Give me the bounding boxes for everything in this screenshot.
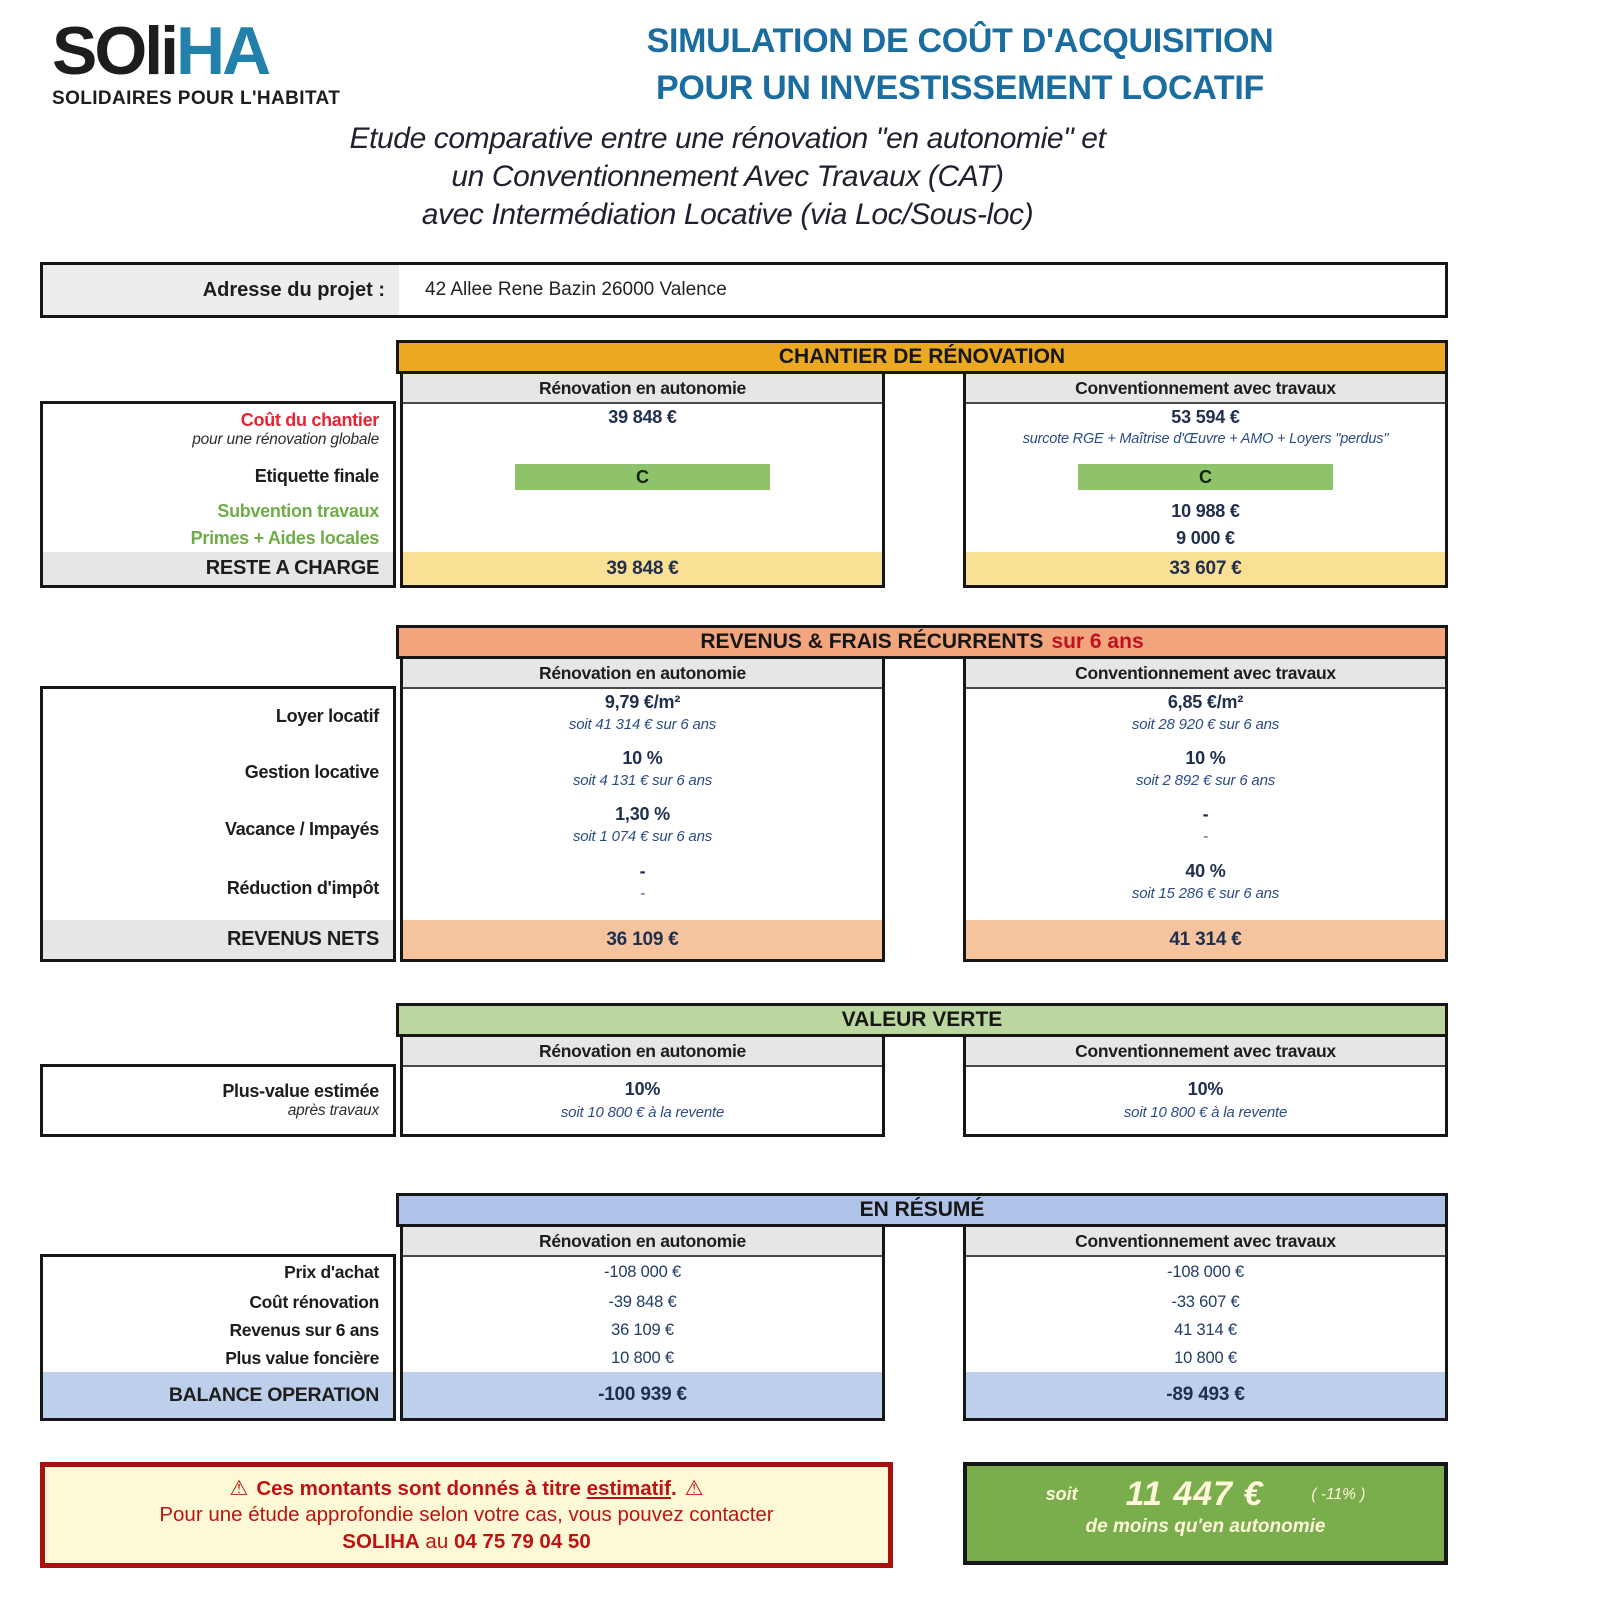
label-revenus-nets: REVENUS NETS <box>43 920 393 959</box>
label-subvention-travaux: Subvention travaux <box>217 501 379 522</box>
logo-text-blue: HA <box>176 13 269 89</box>
page-subtitle <box>30 120 1425 233</box>
cell-revenus-nets-cat: 41 314 € <box>966 920 1445 959</box>
cell-prix-achat-cat: -108 000 € <box>1167 1263 1244 1281</box>
label-loyer-locatif: Loyer locatif <box>275 706 379 727</box>
cell-subvention-autonomie-empty <box>403 498 882 526</box>
label-gestion-locative: Gestion locative <box>244 762 379 783</box>
cell-plus-value-fonciere-cat: 10 800 € <box>1174 1348 1237 1367</box>
revenus-label-box <box>40 686 396 962</box>
section-resume <box>40 1193 1448 1421</box>
resume-label-box <box>40 1254 396 1421</box>
column-header-left: Rénovation en autonomie <box>403 1227 882 1257</box>
page-title-line1: SIMULATION DE COÛT D'ACQUISITION <box>646 22 1274 60</box>
cell-plus-value-cat: 10% soit 10 800 € à la revente <box>1123 1078 1288 1121</box>
label-reduction-impot: Réduction d'impôt <box>226 878 379 899</box>
valeur-verte-column-conventionnement <box>963 1034 1448 1137</box>
subtitle-line2: un Conventionnement Avec Travaux (CAT) <box>451 159 1004 193</box>
logo-tagline: SOLIDAIRES POUR L'HABITAT <box>52 88 341 110</box>
cell-balance-cat: -89 493 € <box>966 1372 1445 1418</box>
disclaimer-line1: ⚠ Ces montants sont donnés à titre estimatif. ⚠ <box>229 1476 704 1500</box>
revenus-column-conventionnement <box>963 656 1448 962</box>
cell-reste-autonomie: 39 848 € <box>403 552 882 585</box>
label-cout-du-chantier: Coût du chantier pour une rénovation globale <box>192 410 379 449</box>
cell-reduction-autonomie: - - <box>639 861 646 902</box>
section-revenus-title <box>396 625 1448 659</box>
section-valeur-verte-title-text: VALEUR VERTE <box>841 1008 1003 1031</box>
project-address-label: Adresse du projet : <box>43 265 399 315</box>
cell-loyer-cat: 6,85 €/m² soit 28 920 € sur 6 ans <box>1131 692 1280 733</box>
savings-percent: ( -11% ) <box>1311 1485 1366 1503</box>
energy-label-bar: C <box>515 464 770 490</box>
cell-primes-autonomie-empty <box>403 526 882 552</box>
column-header-left: Rénovation en autonomie <box>403 374 882 404</box>
subtitle-line1: Etude comparative entre une rénovation "en autonomie" et <box>349 122 1106 155</box>
valeur-verte-label-box <box>40 1064 396 1137</box>
chantier-column-conventionnement <box>963 371 1448 588</box>
cell-prix-achat-autonomie: -108 000 € <box>604 1263 681 1281</box>
disclaimer-box <box>40 1462 893 1568</box>
disclaimer-line2: Pour une étude approfondie selon votre cas, vous pouvez contacter <box>159 1503 774 1527</box>
subtitle-line3: avec Intermédiation Locative (via Loc/Sous-loc) <box>421 197 1034 231</box>
label-etiquette-finale: Etiquette finale <box>254 466 379 487</box>
cell-etiquette-cat <box>966 456 1445 498</box>
section-revenus-title-suffix: sur 6 ans <box>1051 630 1144 653</box>
label-plus-value-estimee: Plus-value estimée après travaux <box>222 1080 379 1119</box>
logo-wordmark <box>52 13 452 89</box>
label-primes-aides: Primes + Aides locales <box>190 528 379 549</box>
savings-prefix: soit <box>1045 1484 1078 1504</box>
section-resume-title <box>396 1193 1448 1227</box>
page-title-line2: POUR UN INVESTISSEMENT LOCATIF <box>655 68 1265 107</box>
cell-subvention-cat: 10 988 € <box>1171 501 1240 522</box>
cell-vacance-autonomie: 1,30 % soit 1 074 € sur 6 ans <box>572 804 713 845</box>
savings-line2: de moins qu'en autonomie <box>1085 1516 1326 1537</box>
savings-amount: 11 447 € <box>1125 1475 1264 1513</box>
page-title <box>555 18 1365 112</box>
section-resume-title-text: EN RÉSUMÉ <box>859 1198 985 1221</box>
disclaimer-line3: SOLIHA au 04 75 79 04 50 <box>342 1529 591 1553</box>
savings-box <box>963 1462 1448 1565</box>
revenus-column-autonomie <box>400 656 885 962</box>
label-reste-a-charge: RESTE A CHARGE <box>43 552 393 585</box>
cell-plus-value-autonomie: 10% soit 10 800 € à la revente <box>560 1078 725 1121</box>
column-header-left: Rénovation en autonomie <box>403 659 882 689</box>
cell-loyer-autonomie: 9,79 €/m² soit 41 314 € sur 6 ans <box>568 692 717 733</box>
section-valeur-verte <box>40 1003 1448 1137</box>
energy-label-bar: C <box>1078 464 1333 490</box>
label-prix-achat: Prix d'achat <box>284 1262 379 1283</box>
section-revenus <box>40 625 1448 962</box>
cell-cout-renovation-cat: -33 607 € <box>1171 1292 1240 1311</box>
resume-column-autonomie <box>400 1224 885 1421</box>
cell-cout-renovation-autonomie: -39 848 € <box>608 1292 677 1311</box>
cell-gestion-autonomie: 10 % soit 4 131 € sur 6 ans <box>572 748 713 789</box>
cell-reste-cat: 33 607 € <box>966 552 1445 585</box>
section-chantier-title <box>396 340 1448 374</box>
cell-cout-autonomie: 39 848 € <box>608 407 677 427</box>
cell-plus-value-fonciere-autonomie: 10 800 € <box>611 1348 674 1367</box>
label-balance-operation: BALANCE OPERATION <box>43 1372 393 1418</box>
label-revenus-6-ans: Revenus sur 6 ans <box>229 1319 379 1340</box>
savings-line1 <box>967 1475 1444 1514</box>
cell-balance-autonomie: -100 939 € <box>403 1372 882 1418</box>
cell-revenus-6ans-autonomie: 36 109 € <box>611 1320 674 1339</box>
valeur-verte-column-autonomie <box>400 1034 885 1137</box>
project-address-row <box>40 262 1448 318</box>
soliha-logo <box>52 13 452 110</box>
label-plus-value-fonciere: Plus value foncière <box>225 1347 379 1368</box>
chantier-label-box <box>40 401 396 588</box>
section-revenus-title-text: REVENUS & FRAIS RÉCURRENTS <box>700 630 1044 653</box>
resume-column-conventionnement <box>963 1224 1448 1421</box>
disclaimer-phone: 04 75 79 04 50 <box>453 1529 591 1553</box>
warning-icon: ⚠ <box>229 1476 249 1500</box>
label-cout-renovation: Coût rénovation <box>249 1291 379 1312</box>
column-header-right: Conventionnement avec travaux <box>966 659 1445 689</box>
column-header-right: Conventionnement avec travaux <box>966 1037 1445 1067</box>
bottom-row <box>40 1462 1448 1568</box>
cell-vacance-cat: - - <box>1202 804 1209 845</box>
section-valeur-verte-title <box>396 1003 1448 1037</box>
cell-cout-cat: 53 594 € surcote RGE + Maîtrise d'Œuvre + AMO + Loyers "perdus" <box>1022 407 1389 447</box>
cell-etiquette-autonomie <box>403 456 882 498</box>
cell-primes-cat: 9 000 € <box>1176 528 1235 549</box>
cell-revenus-nets-autonomie: 36 109 € <box>403 920 882 959</box>
label-vacance-impayes: Vacance / Impayés <box>224 818 379 839</box>
column-header-left: Rénovation en autonomie <box>403 1037 882 1067</box>
column-header-right: Conventionnement avec travaux <box>966 374 1445 404</box>
section-chantier <box>40 340 1448 588</box>
cell-revenus-6ans-cat: 41 314 € <box>1174 1320 1237 1339</box>
column-header-right: Conventionnement avec travaux <box>966 1227 1445 1257</box>
cell-gestion-cat: 10 % soit 2 892 € sur 6 ans <box>1135 748 1276 789</box>
section-chantier-title-text: CHANTIER DE RÉNOVATION <box>778 345 1066 368</box>
warning-icon: ⚠ <box>684 1476 704 1500</box>
logo-text-black: SOli <box>52 13 177 89</box>
disclaimer-brand: SOLIHA <box>342 1529 420 1553</box>
project-address-value: 42 Allee Rene Bazin 26000 Valence <box>425 279 727 300</box>
chantier-column-autonomie <box>400 371 885 588</box>
cell-reduction-cat: 40 % soit 15 286 € sur 6 ans <box>1131 861 1280 902</box>
